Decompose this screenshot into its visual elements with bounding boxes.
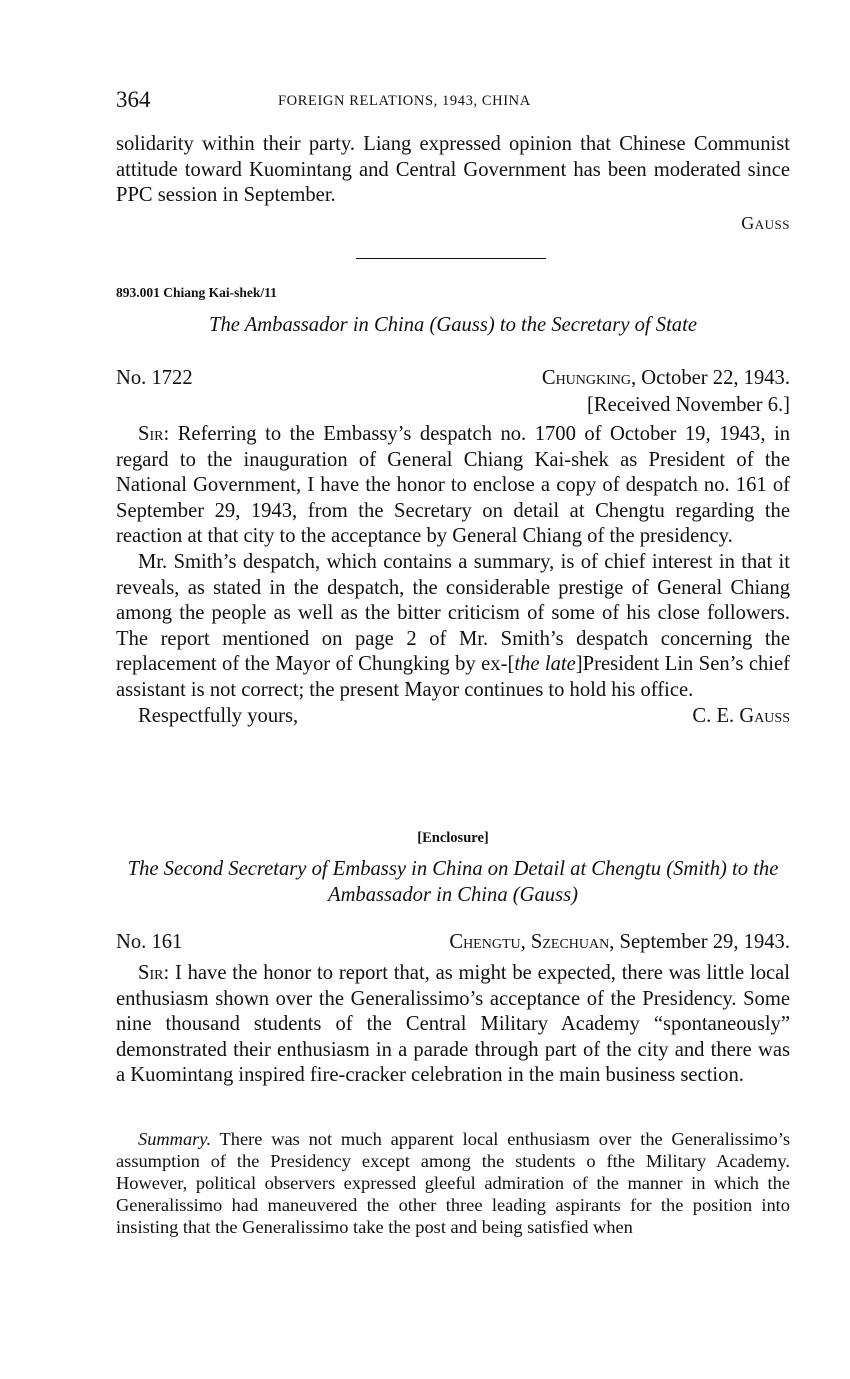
summary-text: There was not much apparent local enthusiasm over the Generalissimo’s assumption of the Presidency except among the students o fthe Military Academy. However, political observers expressed gleeful admiration of the manner in which the Generalissimo had maneuvered the other three leading aspirants for the position into insisting that the Generalissimo take the post and being satisfied when bbox=[116, 1129, 790, 1237]
file-number: 893.001 Chiang Kai-shek/11 bbox=[116, 285, 277, 300]
signature-name: Gauss bbox=[739, 704, 790, 727]
continued-paragraph: solidarity within their party. Liang expressed opinion that Chinese Communist attitude toward Kuomintang and Central Government has been moderated since PPC session in September. bbox=[116, 133, 790, 207]
summary-label: Summary. bbox=[138, 1129, 212, 1149]
closing-row bbox=[116, 704, 790, 730]
bracket-close: ] bbox=[575, 653, 583, 676]
document-paragraph-2 bbox=[116, 550, 790, 704]
enclosure-place: Chengtu bbox=[449, 931, 521, 953]
document-body bbox=[116, 422, 790, 730]
document-paragraph-1 bbox=[116, 422, 790, 550]
enclosure-date: , September 29, 1943. bbox=[609, 931, 790, 953]
document-signature bbox=[692, 704, 790, 730]
document-title: The Ambassador in China (Gauss) to the Secretary of State bbox=[209, 314, 697, 336]
previous-document-ending bbox=[116, 132, 790, 236]
previous-signature: Gauss bbox=[741, 212, 790, 233]
enclosure-place-separator: , bbox=[520, 931, 531, 953]
enclosure-body bbox=[116, 961, 790, 1089]
enclosure-title: The Second Secretary of Embassy in China on Detail at Chengtu (Smith) to the Ambassador in China (Gauss) bbox=[127, 858, 779, 906]
enclosure-paragraph-1 bbox=[116, 961, 790, 1089]
paragraph-2-text-after: President Lin Sen’s chief assistant is not correct; the present Mayor continues to hold his office. bbox=[116, 653, 790, 701]
enclosure-label: [Enclosure] bbox=[417, 830, 489, 846]
enclosure-number: No. 161 bbox=[116, 931, 183, 953]
salutation: Sir bbox=[138, 423, 164, 445]
page-header bbox=[116, 86, 790, 116]
paragraph-1-text: : Referring to the Embassy’s despatch no. 1700 of October 19, 1943, in regard to the inauguration of General Chiang Kai-shek as President of the National Government, I have the honor to enclose a copy of despatch no. 161 of September 29, 1943, from the Secretary on detail at Chengtu regarding the reaction at that city to the acceptance by General Chiang of the presidency. bbox=[116, 423, 790, 548]
closing: Respectfully yours, bbox=[138, 704, 299, 727]
page-number: 364 bbox=[116, 87, 151, 112]
document-place-date bbox=[542, 366, 790, 392]
signature-initials: C. E. bbox=[692, 704, 740, 727]
paragraph-2-text-before: Mr. Smith’s despatch, which contains a summary, is of chief interest in that it reveals, as stated in the despatch, the considerable prestige of General Chiang among the people as well as the bitter criticism of some of his close followers. The report mentioned on page 2 of Mr. Smith’s despatch concerning the replacement of the Mayor of Chungking by ex- bbox=[116, 550, 790, 676]
enclosure-place-date bbox=[449, 930, 790, 956]
enclosure-paragraph-1-text: : I have the honor to report that, as might be expected, there was little local enthusiasm shown over the Generalissimo’s acceptance of the Presidency. Some nine thousand students of the Central Military Academy “spontaneously” demonstrated their enthusiasm in a parade through part of the city and there was a Kuomintang inspired fire-cracker celebration in the main business section. bbox=[116, 962, 790, 1087]
enclosure-salutation: Sir bbox=[138, 962, 164, 984]
enclosure-summary bbox=[116, 1128, 790, 1238]
document-place: Chungking bbox=[541, 367, 631, 389]
document-number: No. 1722 bbox=[116, 367, 193, 389]
received-date: [Received November 6.] bbox=[587, 394, 790, 416]
section-divider bbox=[356, 258, 546, 259]
bracket-open: [ bbox=[507, 653, 515, 676]
document-date: , October 22, 1943. bbox=[631, 367, 790, 389]
editorial-insertion: the late bbox=[514, 653, 576, 676]
running-head: FOREIGN RELATIONS, 1943, CHINA bbox=[278, 93, 531, 109]
enclosure-province: Szechuan bbox=[530, 931, 610, 953]
